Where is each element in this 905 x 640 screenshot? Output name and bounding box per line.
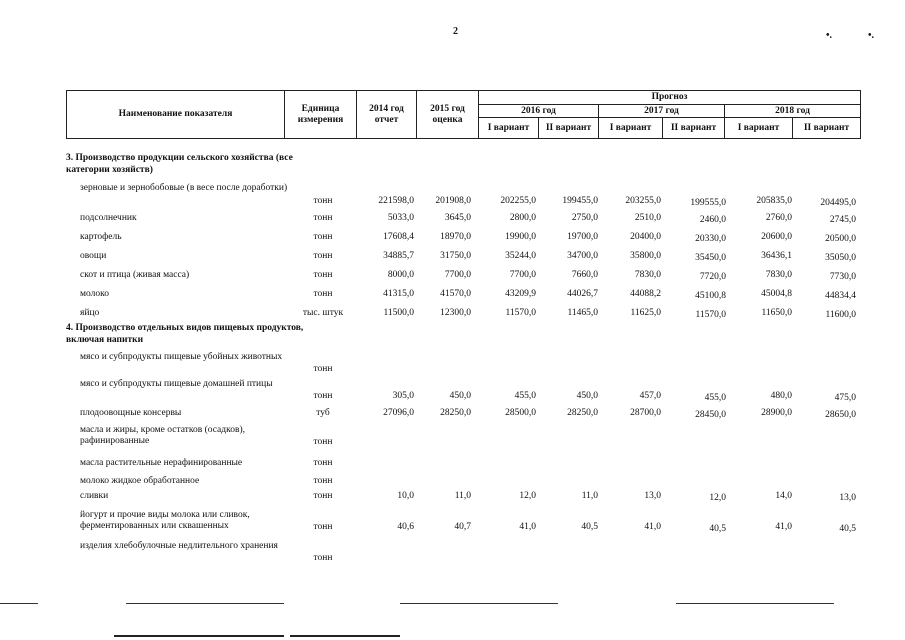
row-value: 36436,1: [761, 251, 792, 261]
row-value: 41,0: [644, 522, 661, 532]
row-value: 19700,0: [567, 232, 598, 242]
row-value: 11570,0: [505, 308, 536, 318]
row-value: 31750,0: [440, 251, 471, 261]
row-value: 14,0: [775, 491, 792, 501]
row-value: 20330,0: [695, 234, 726, 244]
row-value: 43209,9: [505, 289, 536, 299]
row-unit: тонн: [313, 437, 333, 447]
row-value: 2460,0: [699, 215, 726, 225]
row-value: 450,0: [576, 391, 598, 401]
row-value: 28700,0: [630, 408, 661, 418]
row-unit: тонн: [313, 289, 333, 299]
row-value: 27096,0: [383, 408, 414, 418]
header-variant-1: I вариант: [599, 118, 663, 139]
row-value: 13,0: [839, 493, 856, 503]
row-value: 41315,0: [383, 289, 414, 299]
table-header: [66, 90, 861, 139]
header-variant-1: I вариант: [479, 118, 539, 139]
row-unit: туб: [316, 408, 330, 418]
row-value: 12,0: [709, 493, 726, 503]
footer-line: [0, 603, 38, 604]
row-value: 40,5: [839, 524, 856, 534]
row-value: 40,5: [709, 524, 726, 534]
row-value: 40,5: [581, 522, 598, 532]
row-value: 455,0: [704, 393, 726, 403]
row-value: 13,0: [644, 491, 661, 501]
row-value: 475,0: [834, 393, 856, 403]
row-label: мясо и субпродукты пищевые убойных животных: [80, 352, 283, 362]
row-value: 2745,0: [829, 215, 856, 225]
header-year-2016: 2016 год: [479, 105, 599, 118]
row-value: 199455,0: [562, 196, 598, 206]
row-unit: тонн: [313, 196, 333, 206]
row-value: 205835,0: [756, 196, 792, 206]
row-value: 7720,0: [699, 272, 726, 282]
row-label: масла и жиры, кроме остатков (осадков), рафинированные: [80, 425, 246, 446]
row-value: 28450,0: [695, 410, 726, 420]
section-title: 4. Производство отдельных видов пищевых продуктов, включая напитки: [66, 323, 304, 345]
table-row: [66, 379, 860, 409]
row-value: 20600,0: [761, 232, 792, 242]
header-variant-2: II вариант: [793, 118, 861, 139]
row-value: 44026,7: [567, 289, 598, 299]
row-value: 11570,0: [695, 310, 726, 320]
row-value: 2760,0: [765, 213, 792, 223]
row-label: картофель: [80, 232, 122, 242]
row-label: масла растительные нерафинированные: [80, 458, 243, 468]
row-unit: тыс. штук: [302, 308, 344, 318]
row-value: 41570,0: [440, 289, 471, 299]
page-number: 2: [453, 26, 458, 37]
header-2015: 2015 год оценка: [417, 91, 479, 139]
header-variant-2: II вариант: [539, 118, 599, 139]
row-label: йогурт и прочие виды молока или сливок, ферментированных или сквашенных: [80, 510, 250, 531]
row-label: яйцо: [80, 308, 100, 318]
row-value: 11465,0: [567, 308, 598, 318]
row-value: 45004,8: [761, 289, 792, 299]
row-value: 11,0: [581, 491, 598, 501]
footer-line: [126, 603, 284, 604]
row-value: 20400,0: [630, 232, 661, 242]
row-value: 202255,0: [500, 196, 536, 206]
row-value: 7700,0: [444, 270, 471, 280]
row-value: 5033,0: [387, 213, 414, 223]
row-value: 28650,0: [825, 410, 856, 420]
section-title: 3. Производство продукции сельского хозяйства (все категории хозяйств): [66, 153, 293, 175]
row-value: 203255,0: [625, 196, 661, 206]
row-label: сливки: [80, 491, 109, 501]
row-value: 3645,0: [444, 213, 471, 223]
row-value: 40,7: [454, 522, 471, 532]
header-unit: Единица измерения: [285, 91, 357, 139]
row-label: молоко жидкое обработанное: [80, 476, 200, 486]
row-value: 455,0: [514, 391, 536, 401]
row-value: 7830,0: [634, 270, 661, 280]
table-row: [66, 541, 860, 571]
row-value: 8000,0: [387, 270, 414, 280]
row-label: зерновые и зернобобовые (в весе после доработки): [80, 183, 288, 193]
row-unit: тонн: [313, 491, 333, 501]
row-value: 7830,0: [765, 270, 792, 280]
row-value: 457,0: [639, 391, 661, 401]
row-value: 2800,0: [509, 213, 536, 223]
row-value: 35450,0: [695, 253, 726, 263]
row-unit: тонн: [313, 251, 333, 261]
row-value: 35244,0: [505, 251, 536, 261]
header-variant-2: II вариант: [663, 118, 725, 139]
row-value: 35050,0: [825, 253, 856, 263]
header-name: Наименование показателя: [67, 91, 285, 139]
row-unit: тонн: [313, 364, 333, 374]
row-label: скот и птица (живая масса): [80, 270, 190, 280]
row-unit: тонн: [313, 232, 333, 242]
row-value: 44834,4: [825, 291, 856, 301]
row-label: подсолнечник: [80, 213, 137, 223]
row-unit: тонн: [313, 553, 333, 563]
row-value: 2750,0: [571, 213, 598, 223]
row-value: 20500,0: [825, 234, 856, 244]
header-forecast: Прогноз: [479, 91, 861, 105]
row-label: мясо и субпродукты пищевые домашней птицы: [80, 379, 273, 389]
row-value: 34885,7: [383, 251, 414, 261]
row-value: 28250,0: [440, 408, 471, 418]
row-value: 201908,0: [435, 196, 471, 206]
row-value: 450,0: [449, 391, 471, 401]
row-value: 11650,0: [761, 308, 792, 318]
row-value: 18970,0: [440, 232, 471, 242]
row-value: 28500,0: [505, 408, 536, 418]
row-value: 12300,0: [440, 308, 471, 318]
row-value: 7730,0: [829, 272, 856, 282]
row-unit: тонн: [313, 458, 333, 468]
corner-mark: •.: [868, 30, 875, 41]
corner-mark: •.: [826, 30, 833, 41]
row-value: 480,0: [770, 391, 792, 401]
row-unit: тонн: [313, 270, 333, 280]
row-value: 199555,0: [690, 198, 726, 208]
footer-line: [114, 635, 284, 637]
row-value: 7700,0: [509, 270, 536, 280]
header-2014: 2014 год отчет: [357, 91, 417, 139]
row-unit: тонн: [313, 391, 333, 401]
row-value: 2510,0: [634, 213, 661, 223]
row-value: 41,0: [519, 522, 536, 532]
row-unit: тонн: [313, 522, 333, 532]
row-value: 11600,0: [825, 310, 856, 320]
row-label: изделия хлебобулочные недлительного хранения: [80, 541, 278, 551]
row-value: 28250,0: [567, 408, 598, 418]
row-value: 35800,0: [630, 251, 661, 261]
row-value: 11625,0: [630, 308, 661, 318]
row-value: 17608,4: [383, 232, 414, 242]
row-value: 12,0: [519, 491, 536, 501]
row-value: 204495,0: [820, 198, 856, 208]
header-year-2017: 2017 год: [599, 105, 725, 118]
table-row: [66, 510, 860, 540]
table-row: [66, 425, 860, 455]
footer-line: [400, 603, 558, 604]
row-label: овощи: [80, 251, 107, 261]
table-row: [66, 352, 860, 382]
row-value: 40,6: [397, 522, 414, 532]
footer-line: [676, 603, 834, 604]
header-variant-1: I вариант: [725, 118, 793, 139]
row-value: 45100,8: [695, 291, 726, 301]
row-value: 28900,0: [761, 408, 792, 418]
row-label: плодоовощные консервы: [80, 408, 182, 418]
row-value: 19900,0: [505, 232, 536, 242]
row-value: 305,0: [392, 391, 414, 401]
row-value: 41,0: [775, 522, 792, 532]
row-value: 7660,0: [571, 270, 598, 280]
row-value: 34700,0: [567, 251, 598, 261]
row-value: 11,0: [454, 491, 471, 501]
row-value: 10,0: [397, 491, 414, 501]
table-row: [66, 183, 860, 213]
row-value: 11500,0: [383, 308, 414, 318]
row-value: 221598,0: [378, 196, 414, 206]
row-value: 44088,2: [630, 289, 661, 299]
header-year-2018: 2018 год: [725, 105, 861, 118]
footer-line: [290, 635, 400, 637]
row-label: молоко: [80, 289, 110, 299]
row-unit: тонн: [313, 213, 333, 223]
row-unit: тонн: [313, 476, 333, 486]
